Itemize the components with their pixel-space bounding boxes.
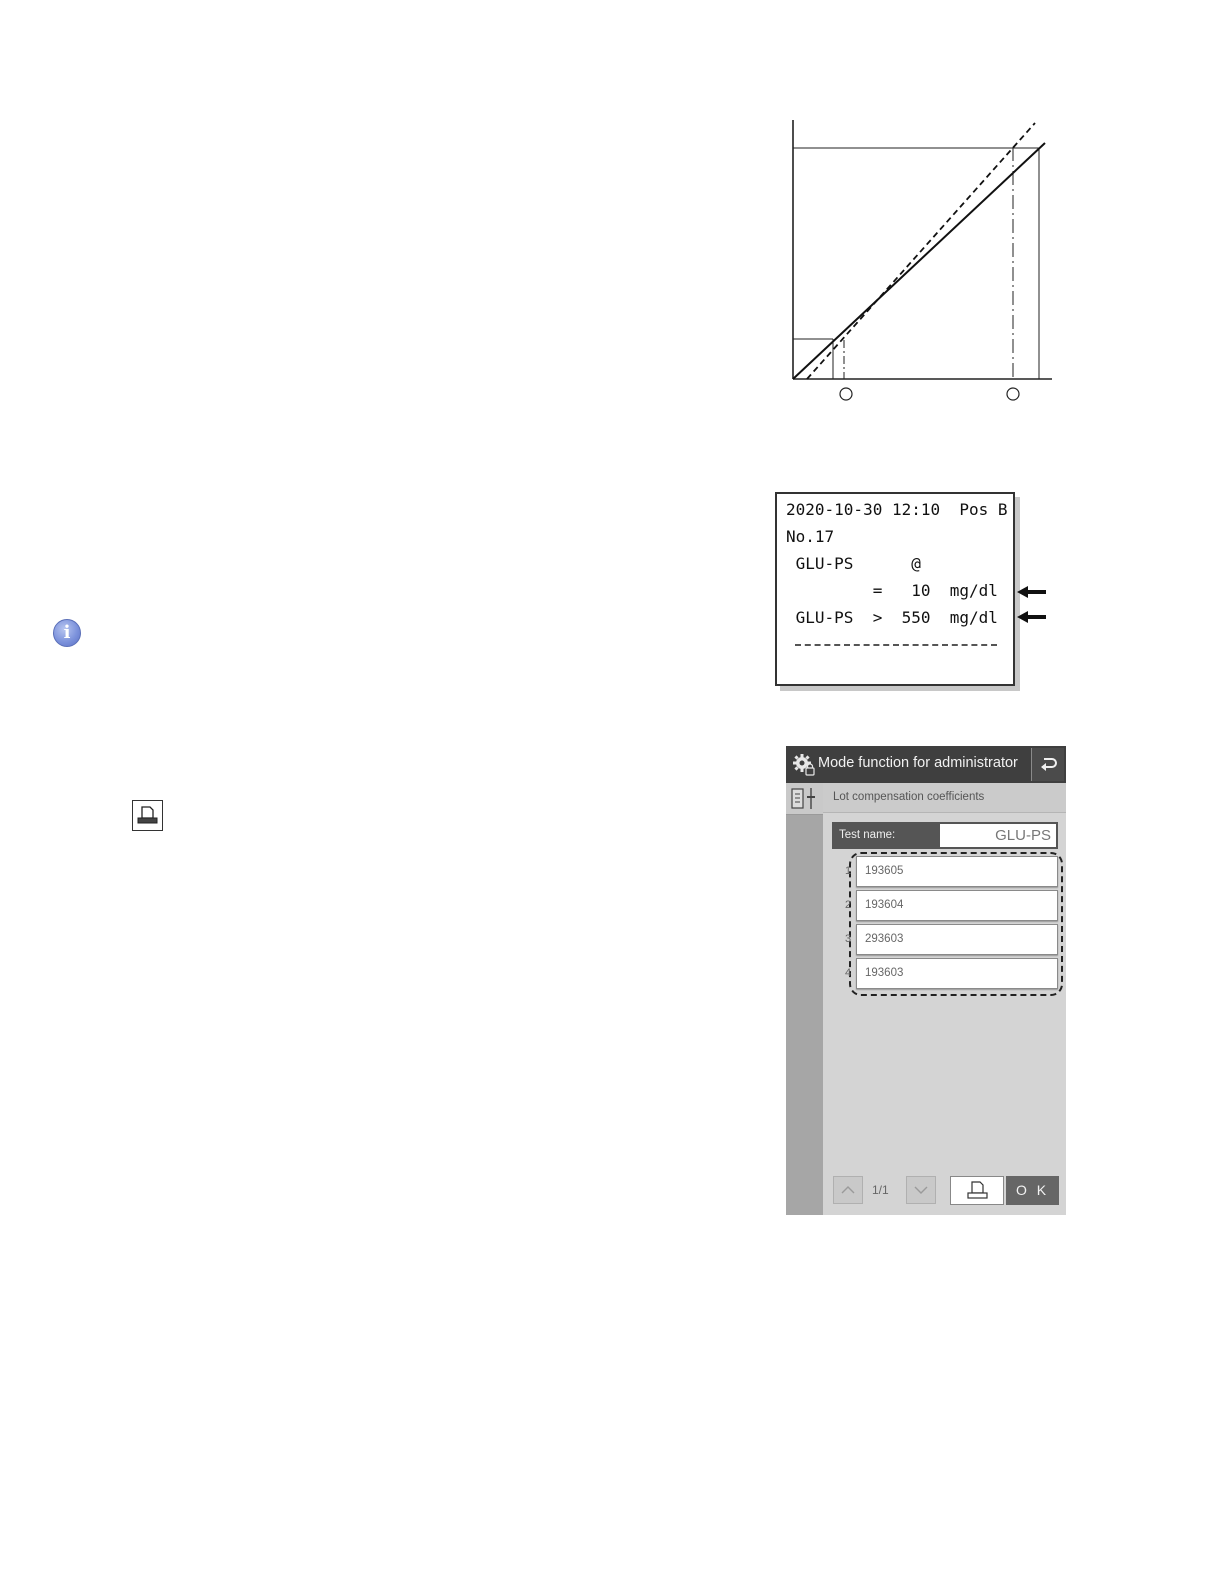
lower-marker-circle [840, 388, 852, 400]
chevron-up-icon [834, 1177, 862, 1203]
printer-icon [132, 800, 163, 831]
lot-index: 3 [844, 933, 852, 945]
lot-index: 1 [844, 865, 852, 877]
calibration-graph [770, 110, 1070, 420]
page-indicator: 1/1 [872, 1183, 889, 1197]
printout-number-line: No.17 [786, 527, 835, 546]
arrow-left-icon [1017, 586, 1047, 598]
test-name-row [832, 822, 1058, 849]
page-down-button[interactable] [906, 1176, 936, 1204]
printout-over-range-line: GLU-PS > 550 mg/dl [786, 608, 998, 627]
chevron-down-icon [907, 1177, 935, 1203]
info-icon: i [53, 619, 81, 647]
test-name-label: Test name: [839, 829, 896, 841]
upper-marker-circle [1007, 388, 1019, 400]
sidebar [786, 783, 823, 1215]
sidebar-tab-lot-settings[interactable] [786, 783, 823, 815]
printout-test-line: GLU-PS @ [786, 554, 921, 573]
printout-separator [795, 644, 997, 646]
screen-title: Mode function for administrator [818, 755, 1018, 771]
printout-equal-line: = 10 mg/dl [786, 581, 998, 600]
lot-index: 2 [844, 899, 852, 911]
gear-lock-icon [792, 753, 816, 777]
device-screen [786, 746, 1066, 1215]
printout-datetime-line: 2020-10-30 12:10 Pos B [786, 500, 1008, 519]
titlebar [786, 746, 1066, 783]
dashed-calibration-line [807, 123, 1035, 379]
page-up-button[interactable] [833, 1176, 863, 1204]
back-button[interactable] [1031, 748, 1064, 781]
ok-button[interactable]: O K [1006, 1176, 1059, 1205]
printer-icon [951, 1177, 1003, 1204]
solid-calibration-line [793, 143, 1045, 379]
lot-item[interactable]: 193604 [856, 890, 1058, 921]
arrow-left-icon [1017, 611, 1047, 623]
lot-item[interactable]: 193605 [856, 856, 1058, 887]
print-button[interactable] [950, 1176, 1004, 1205]
subheader-title: Lot compensation coefficients [833, 791, 985, 803]
test-name-field[interactable]: GLU-PS [940, 824, 1056, 847]
lot-index: 4 [844, 967, 852, 979]
lot-item[interactable]: 293603 [856, 924, 1058, 955]
return-arrow-icon [1032, 748, 1065, 781]
lot-item[interactable]: 193603 [856, 958, 1058, 989]
lot-settings-icon [786, 783, 823, 815]
result-printout [775, 492, 1015, 686]
subheader [823, 783, 1066, 813]
